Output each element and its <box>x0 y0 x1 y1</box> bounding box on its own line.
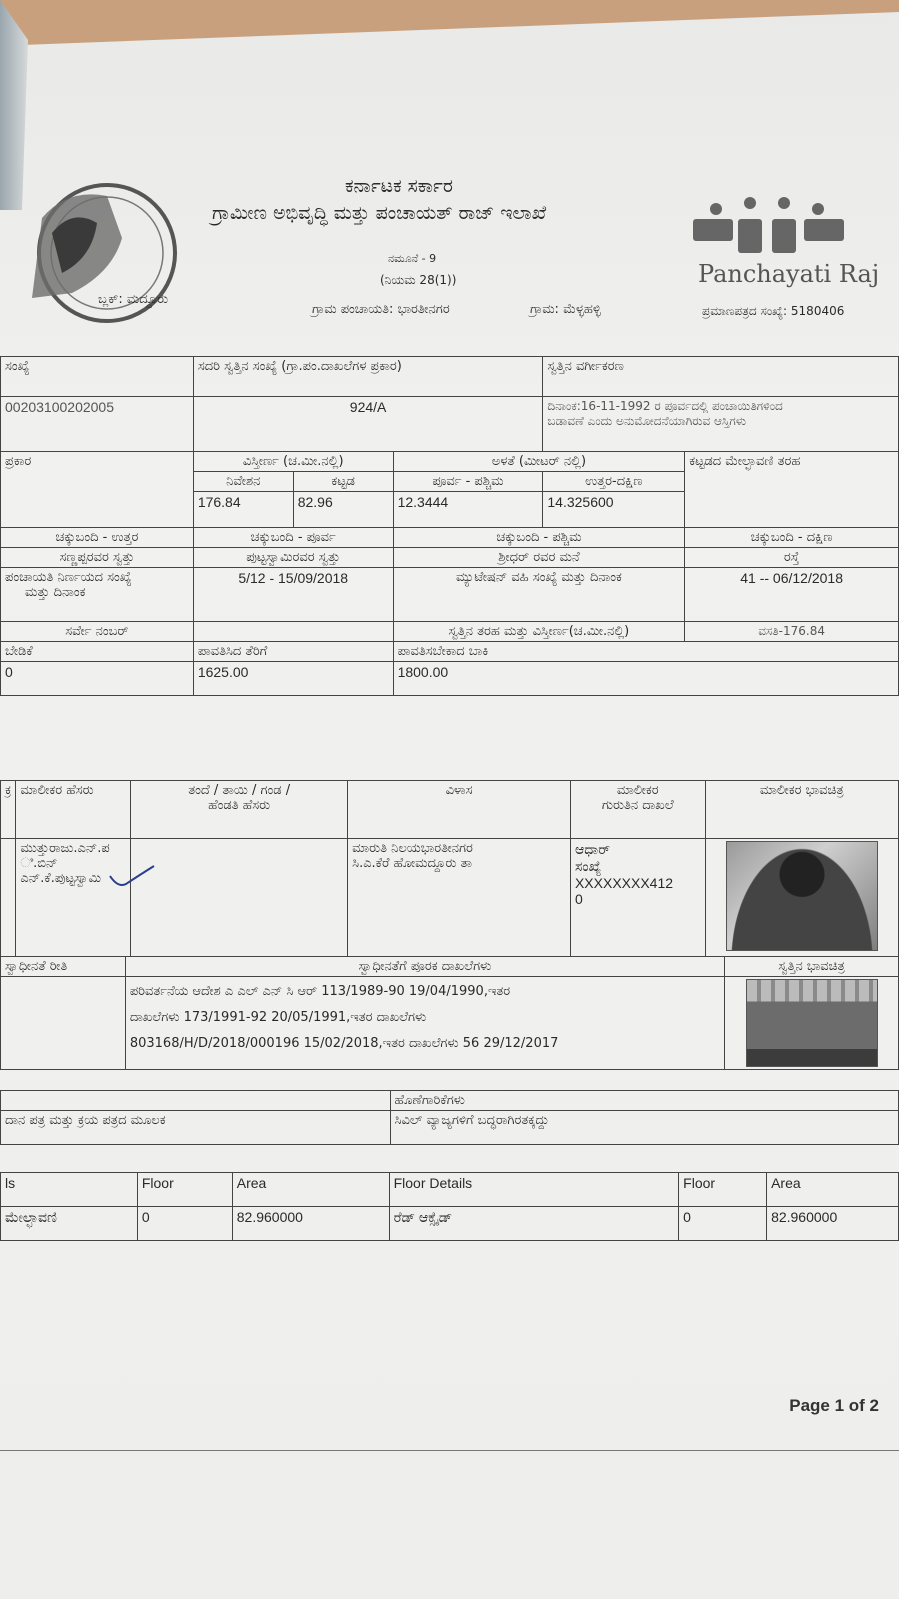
checkmark <box>108 862 156 890</box>
acquisition-mode: ದಾನ ಪತ್ರ ಮತ್ತು ಕ್ರಯ ಪತ್ರದ ಮೂಲಕ <box>1 1111 391 1145</box>
east-boundary-label: ಚಕ್ಕುಬಂದಿ - ಪೂರ್ವ <box>193 528 393 548</box>
panchayati-raj-wordmark: Panchayati Raj <box>698 260 880 288</box>
property-photo-label: ಸ್ವತ್ತಿನ ಭಾವಚಿತ್ರ <box>725 957 899 977</box>
right-area: 82.960000 <box>767 1207 899 1241</box>
owner-id-label: ಮಾಲೀಕರ <box>616 783 659 798</box>
address-line2: ಸಿ.ಎ.ಕೆರೆ ಹೋಮದ್ದೂರು ತಾ <box>352 856 473 871</box>
east-west-length: 12.3444 <box>393 492 543 528</box>
footer-divider <box>0 1450 899 1451</box>
possession-doc-line1: ಪರಿವರ್ತನೆಯ ಆದೇಶ ಎ ಎಲ್ ಎನ್ ಸಿ ಆರ್ 113/1989-90 19/04/1990,ಇತರ <box>129 984 511 999</box>
id-value: 00203100202005 <box>1 397 194 452</box>
west-boundary: ಶ್ರೀಧರ್ ರವರ ಮನೆ <box>393 548 685 568</box>
mutation-value: 41 -- 06/12/2018 <box>685 568 899 622</box>
relation-label-2: ಹೆಂಡತಿ ಹೆಸರು <box>208 798 271 813</box>
panchayati-raj-logo <box>688 195 848 257</box>
taluk: ಬ್ಲಕ್: ಮದ್ದೂರು <box>98 292 169 307</box>
possession-doc-line2: ದಾಖಲೆಗಳು 173/1991-92 20/05/1991,ಇತರ ದಾಖಲೆಗಳು <box>129 1010 427 1025</box>
survey-number-label: ಸರ್ವೇ ನಂಬರ್ <box>1 622 194 642</box>
possession-docs-label: ಸ್ವಾಧೀನತೆಗೆ ಪೂರಕ ದಾಖಲೆಗಳು <box>125 957 724 977</box>
demand-label: ಬೇಡಿಕೆ <box>1 642 194 662</box>
department-title: ಗ್ರಾಮೀಣ ಅಭಿವೃದ್ಧಿ ಮತ್ತು ಪಂಚಾಯತ್ ರಾಜ್ ಇಲಾಖೆ <box>212 202 547 224</box>
resolution-label-date: ಮತ್ತು ದಿನಾಂಕ <box>25 585 86 600</box>
gram-panchayat: ಗ್ರಾಮ ಪಂಚಾಯತಿ: ಭಾರತೀನಗರ <box>312 302 450 317</box>
site-area: 176.84 <box>193 492 293 528</box>
area-label: ವಿಸ್ತೀರ್ಣ (ಚ.ಮೀ.ನಲ್ಲಿ) <box>193 452 393 472</box>
right-floor-detail: ರೆಡ್ ಆಕ್ಸೈಡ್ <box>389 1207 679 1241</box>
floor-details-table <box>0 1172 899 1241</box>
building-label: ಕಟ್ಟಡ <box>293 472 393 492</box>
rule-number: (ನಿಯಮ 28(1)) <box>380 273 457 287</box>
property-type-area-label: ಸ್ವತ್ತಿನ ತರಹ ಮತ್ತು ವಿಸ್ತೀರ್ಣ(ಚ.ಮೀ.ನಲ್ಲಿ) <box>393 622 685 642</box>
classification-line2: ಬಡಾವಣೆ ಎಂದು ಅನುಮೋದನೆಯಾಗಿರುವ ಆಸ್ತಿಗಳು <box>547 414 747 428</box>
mutation-label: ಮ್ಯುಟೇಷನ್ ವಹಿ ಸಂಖ್ಯೆ ಮತ್ತು ದಿನಾಂಕ <box>393 568 685 622</box>
floor-details-left-label: ls <box>1 1173 138 1207</box>
possession-table <box>0 956 899 1070</box>
liability-label: ಹೊಣೆಗಾರಿಕೆಗಳು <box>390 1091 898 1111</box>
classification-line1: ದಿನಾಂಕ:16-11-1992 ರ ಪೂರ್ವದಲ್ಲಿ ಪಂಚಾಯಿತಿಗಳಿಂದ <box>547 399 783 413</box>
owner-id-label-2: ಗುರುತಿನ ದಾಖಲೆ <box>601 798 674 813</box>
serial-label: ಕ್ರ <box>1 781 16 839</box>
page-number: Page 1 of 2 <box>789 1396 879 1415</box>
possession-mode-label: ಸ್ವಾಧೀನತೆ ರೀತಿ <box>1 957 126 977</box>
id-label: ಸಂಖ್ಯೆ <box>1 357 194 397</box>
address-line1: ಮಾರುತಿ ನಿಲಯಭಾರತೀನಗರ <box>352 841 473 856</box>
resolution-value: 5/12 - 15/09/2018 <box>193 568 393 622</box>
government-title: ಕರ್ನಾಟಕ ಸರ್ಕಾರ <box>345 175 453 197</box>
west-boundary-label: ಚಕ್ಕುಬಂದಿ - ಪಶ್ಚಿಮ <box>393 528 685 548</box>
certificate-number: ಪ್ರಮಾಣಪತ್ರದ ಸಂಖ್ಯೆ: 5180406 <box>702 304 845 318</box>
property-details-table <box>0 356 899 696</box>
property-type-area: ವಸತಿ-176.84 <box>685 622 899 642</box>
owner-photo <box>726 841 878 951</box>
north-boundary: ಸಣ್ಣಪ್ಪರವರ ಸ್ವತ್ತು <box>1 548 194 568</box>
building-area: 82.96 <box>293 492 393 528</box>
owner-name-line3: ಎನ್.ಕೆ.ಪುಟ್ಟಸ್ವಾಮಿ <box>20 871 102 886</box>
village: ಗ್ರಾಮ: ಮೆಳ್ಳಹಳ್ಳಿ <box>530 302 601 317</box>
left-floor: 0 <box>137 1207 232 1241</box>
aadhaar-label: ಆಧಾರ್ <box>574 841 611 857</box>
dimension-label: ಅಳತೆ (ಮೀಟರ್ ನಲ್ಲಿ) <box>393 452 685 472</box>
north-boundary-label: ಚಕ್ಕುಬಂದಿ - ಉತ್ತರ <box>1 528 194 548</box>
north-south-length: 14.325600 <box>543 492 685 528</box>
owner-name-label: ಮಾಲೀಕರ ಹೆಸರು <box>16 781 131 839</box>
south-boundary: ರಸ್ತೆ <box>685 548 899 568</box>
right-floor: 0 <box>679 1207 767 1241</box>
possession-doc-line3: 803168/H/D/2018/000196 15/02/2018,ಇತರ ದಾಖಲೆಗಳು 56 29/12/2017 <box>129 1036 559 1051</box>
aadhaar-number: XXXXXXXX412 <box>574 875 674 891</box>
classification-label: ಸ್ವತ್ತಿನ ವರ್ಗೀಕರಣ <box>543 357 899 397</box>
building-type-label: ಕಟ್ಟಡದ ಮೇಲ್ಛಾವಣಿ ತರಹ <box>685 452 899 528</box>
property-number-label: ಸದರಿ ಸ್ವತ್ತಿನ ಸಂಖ್ಯೆ (ಗ್ರಾ.ಪಂ.ದಾಖಲೆಗಳ ಪ್ರಕಾರ) <box>193 357 543 397</box>
address-label: ವಿಳಾಸ <box>348 781 571 839</box>
floor-left-label: Floor <box>137 1173 232 1207</box>
east-west-label: ಪೂರ್ವ - ಪಶ್ಚಿಮ <box>393 472 543 492</box>
area-right-label: Area <box>767 1173 899 1207</box>
east-boundary: ಪುಟ್ಟಸ್ವಾಮಿರವರ ಸ್ವತ್ತು <box>193 548 393 568</box>
floor-right-label: Floor <box>679 1173 767 1207</box>
floor-details-label: Floor Details <box>389 1173 679 1207</box>
demand-value: 0 <box>1 662 194 696</box>
site-label: ನಿವೇಶನ <box>193 472 293 492</box>
property-photo <box>746 979 878 1067</box>
aadhaar-number-tail: 0 <box>574 891 583 907</box>
aadhaar-number-label: ಸಂಖ್ಯೆ <box>574 858 602 874</box>
area-left-label: Area <box>232 1173 389 1207</box>
paid-tax-label: ಪಾವತಿಸಿದ ತೆರಿಗೆ <box>193 642 393 662</box>
property-number: 924/A <box>193 397 543 452</box>
balance-label: ಪಾವತಿಸಬೇಕಾದ ಬಾಕಿ <box>393 642 898 662</box>
owner-name-line2: ಿ.ಬಿನ್ <box>20 856 58 871</box>
relation-label: ತಂದೆ / ತಾಯಿ / ಗಂಡ / <box>188 783 291 798</box>
paid-tax-value: 1625.00 <box>193 662 393 696</box>
left-floor-detail: ಮೇಲ್ಛಾವಣಿ <box>1 1207 138 1241</box>
south-boundary-label: ಚಕ್ಕುಬಂದಿ - ದಕ್ಷಿಣ <box>685 528 899 548</box>
north-south-label: ಉತ್ತರ-ದಕ್ಷಿಣ <box>543 472 685 492</box>
form-number: ನಮೂನೆ - 9 <box>388 252 437 265</box>
owner-name-line1: ಮುತ್ತುರಾಜು.ಎನ್.ಪ <box>20 841 110 856</box>
liability-value: ಸಿವಿಲ್ ವ್ಯಾಜ್ಯಗಳಿಗೆ ಬದ್ಧರಾಗಿರತಕ್ಕದ್ದು <box>390 1111 898 1145</box>
owner-photo-label: ಮಾಲೀಕರ ಭಾವಚಿತ್ರ <box>705 781 899 839</box>
left-area: 82.960000 <box>232 1207 389 1241</box>
liability-table <box>0 1090 899 1145</box>
type-label: ಪ್ರಕಾರ <box>1 452 194 528</box>
resolution-label: ಪಂಚಾಯತಿ ನಿರ್ಣಯದ ಸಂಖ್ಯೆ <box>5 570 132 585</box>
balance-value: 1800.00 <box>393 662 898 696</box>
